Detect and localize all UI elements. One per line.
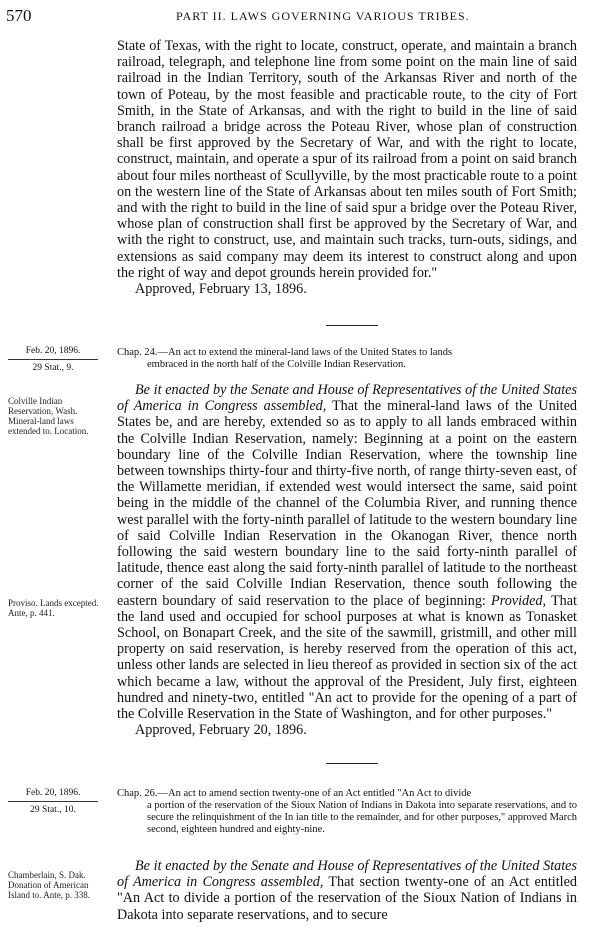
chapter-title <box>117 788 577 836</box>
chapter-body <box>117 382 577 738</box>
chapter-body <box>117 858 577 923</box>
chapter-date-box <box>8 787 98 816</box>
section-divider <box>326 325 378 326</box>
running-head: PART II. LAWS GOVERNING VARIOUS TRIBES. <box>176 9 470 23</box>
chapter-body-text: That the mineral-land laws of the United States be, and are hereby, extended so as to apply to all lands embraced within the Colville Indian Reservation, namely: Beginning at a point on the eastern boundary line of the Colville Indian Reservation, where the township line between townships thirty-four and thirty-five north, of range thirty-seven east, of the Willamette meridian, if extended west would intersect the same, said point being in the middle of the channel of the Columbia River, and running thence west parallel with the forty-ninth parallel of latitude to the western boundary line of said Colville Indian Reservation in the Okanogan River, thence north following the said western boundary line to the said forty-ninth parallel of latitude, thence east along the said forty-ninth parallel of latitude to the northeast corner of the said Colville Indian Reservation, thence south following the eastern boundary of said reservation to the place of beginning: <box>117 398 578 609</box>
chapter-body-text: That section twenty-one of an Act entitled "An Act to divide a portion of the reservation of the Sioux Nation of Indians in Dakota into separate reservations, and to secure <box>117 874 577 923</box>
chapter-title <box>117 347 577 371</box>
chapter-title-line: Chap. 26.—An act to amend section twenty-one of an Act entitled "An Act to divide <box>117 788 472 799</box>
chapter-date: Feb. 20, 1896. <box>8 345 98 360</box>
section-continuation <box>117 38 577 297</box>
section-continuation-text: State of Texas, with the right to locate, construct, operate, and maintain a branch railroad, telegraph, and telephone line from some point on the main line of said railroad in the Indian Territory, south of the Arkansas River and north of the town of Poteau, by the most feasible and practicable route, to the city of Fort Smith, in the State of Arkansas, and with the right to build in the line of said branch railroad a bridge across the Poteau River, whose plan of construction shall be first approved by the Secretary of War, and with the right to locate, construct, maintain, and operate a spur of its railroad from a point on said branch about four miles northeast of Scullyville, by the most practicable route to a point on the western line of the State of Arkansas about ten miles south of Fort Smith; and with the right to build in the line of said spur a bridge over the Poteau River, whose plan of construction shall first be approved by the Secretary of War, and with the right to construct, use, and maintain such tracks, turn-outs, sidings, and extensions as said company may deem its interest to construct along and upon the right of way and depot grounds herein provided for." <box>117 38 577 281</box>
statute-citation: 29 Stat., 10. <box>30 805 76 815</box>
chapter-body-text: That the land used and occupied for school purposes at what is known as Tonasket School, on Bonapart Creek, and the site of the sawmill, gristmill, and other mill property on said reservation, is hereby reserved from the operation of this act, unless other lands are selected in lieu thereof as provided in section six of the act which became a law, without the approval of the President, July first, eighteen hundred and ninety-two, entitled "An act to provide for the opening of a part of the Colville Reservation in the State of Washington, and for other purposes." <box>117 592 577 723</box>
proviso-word: Provided, <box>491 592 547 609</box>
approval-date: Approved, February 20, 1896. <box>135 722 307 739</box>
chapter-title-line: a portion of the reservation of the Sioux Nation of Indians in Dakota into separate reservations, and to secure the relinquishment of the In ian title to the remainder, and for other purposes," approved March second, eighteen hundred and eighty-nine. <box>147 800 577 835</box>
enacting-clause: Be it enacted by the Senate and House of Representatives of the United States of America in Congress assembled, <box>117 382 577 415</box>
section-divider <box>326 763 378 764</box>
approval-date: Approved, February 13, 1896. <box>135 281 307 298</box>
margin-note: Proviso. Lands excepted. Ante, p. 441. <box>8 598 99 618</box>
page-header <box>6 6 590 26</box>
enacting-clause: Be it enacted by the Senate and House of Representatives of the United States of America in Congress assembled, <box>117 858 577 891</box>
margin-note: Chamberlain, S. Dak. Donation of American Island to. Ante, p. 338. <box>8 870 90 900</box>
chapter-title-line: Chap. 24.—An act to extend the mineral-land laws of the United States to lands <box>117 347 453 358</box>
statute-citation: 29 Stat., 9. <box>32 363 74 373</box>
margin-note: Colville Indian Reservation, Wash. Mineral-land laws extended to. Location. <box>8 396 89 436</box>
chapter-date-box <box>8 345 98 374</box>
page-number: 570 <box>6 6 32 25</box>
chapter-date: Feb. 20, 1896. <box>8 787 98 802</box>
chapter-title-line: embraced in the north half of the Colville Indian Reservation. <box>147 359 406 370</box>
